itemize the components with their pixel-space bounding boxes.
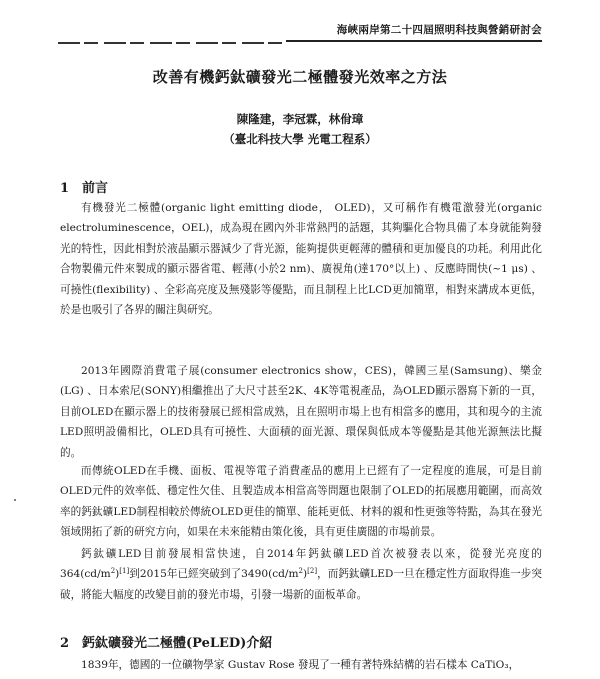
superscript: 2 <box>298 567 304 576</box>
text-run: 到2015年已經突破到了3490(cd/m <box>129 568 299 581</box>
paragraph: 而傳統OLED在手機、面板、電視等電子消費產品的應用上已經有了一定程度的進展，可是目前OLED元件的效率低、穩定性欠佳、且製造成本相當高等問題也限制了OLED的拓展應用範圍，而高效率的鈣鈦礦LED制程相較於傳統OLED更佳的簡單、能耗更低、材料的親和性更強等特點，為其在發光領域開拓了新的研究方向，如果在未來能精由策化後，具有更佳廣闊的市場前景。 <box>60 465 542 539</box>
paragraph: 1839年，德國的一位礦物學家 Gustav Rose 發現了一種有著特殊結構的岩石樣本 CaTiO₃， <box>81 659 520 671</box>
paragraph: 2013年國際消費電子展(consumer electronics show，CES)，韓國三星(Samsung)、樂金(LG) 、日本索尼(SONY)相繼推出了大尺寸甚至2K、4K等電視產品，為OLED顯示器寫下新的一頁，目前OLED在顯示器上的技術發展已經相當成熟，且在照明市場上也有相當多的應用，其和現今的主流LED照明設備相比，OLED具有可撓性、大面積的面光源、環保與低成本等優點是其他光源無法比擬的。 <box>60 365 542 459</box>
section-number: 1 <box>60 181 70 196</box>
paragraph <box>60 544 542 605</box>
section-title: 前言 <box>82 181 109 196</box>
text-run: ，而鈣鈦礦LED一旦在穩定性方面取得進一步突破，將能大幅度的改變目前的發光市場，引發一場新的面板革命。 <box>60 568 542 601</box>
header-rule-left <box>58 42 286 44</box>
superscript: 2 <box>110 567 116 576</box>
section-number: 2 <box>60 636 70 651</box>
paper-title: 改善有機鈣鈦礦發光二極體發光效率之方法 <box>152 68 448 86</box>
text-run: 鈣鈦礦LED目前發展相當快速，自2014年鈣鈦礦LED首次被發表以來，從發光亮度的364(cd/m <box>60 548 542 581</box>
citation-ref: [1] <box>119 567 130 576</box>
running-head: 海峽兩岸第二十四屆照明科技與營銷研討会 <box>336 24 542 36</box>
author-list: 陳隆建，李冠霖，林佾璋 <box>236 112 364 126</box>
text-run: ) <box>115 568 120 581</box>
paragraph: 有機發光二極體(organic light emitting diode， OLED)，又可稱作有機電激發光(organic electroluminescence，OEL)，成為現在國內外非常熱門的話題，其夠驅化合物具備了本身就能夠發光的特性，因此相對於液晶顯示器減少了背光源，能夠提供更輕薄的體積和更加優良的功耗。利用此化合物製備元件來製成的顯示器省電、輕薄(小於2 nm)、廣視角(達170°以上) 、反應時間快(~1 μs) 、可撓性(flexibility) 、全彩高亮度及無殘影等優點，而且制程上比LCD更加簡單，相對來講成本更低，於是也吸引了各界的關注與研究。 <box>60 202 542 317</box>
section-heading-introduction <box>60 177 108 196</box>
section-heading-peled <box>60 632 272 651</box>
section-title: 鈣鈦礦發光二極體(PeLED)介紹 <box>82 636 273 651</box>
scan-speck <box>14 499 16 501</box>
text-run: ) <box>303 568 308 581</box>
affiliation: （臺北科技大學 光電工程系） <box>223 132 377 146</box>
citation-ref: [2] <box>307 567 318 576</box>
header-rule-right <box>286 40 542 42</box>
